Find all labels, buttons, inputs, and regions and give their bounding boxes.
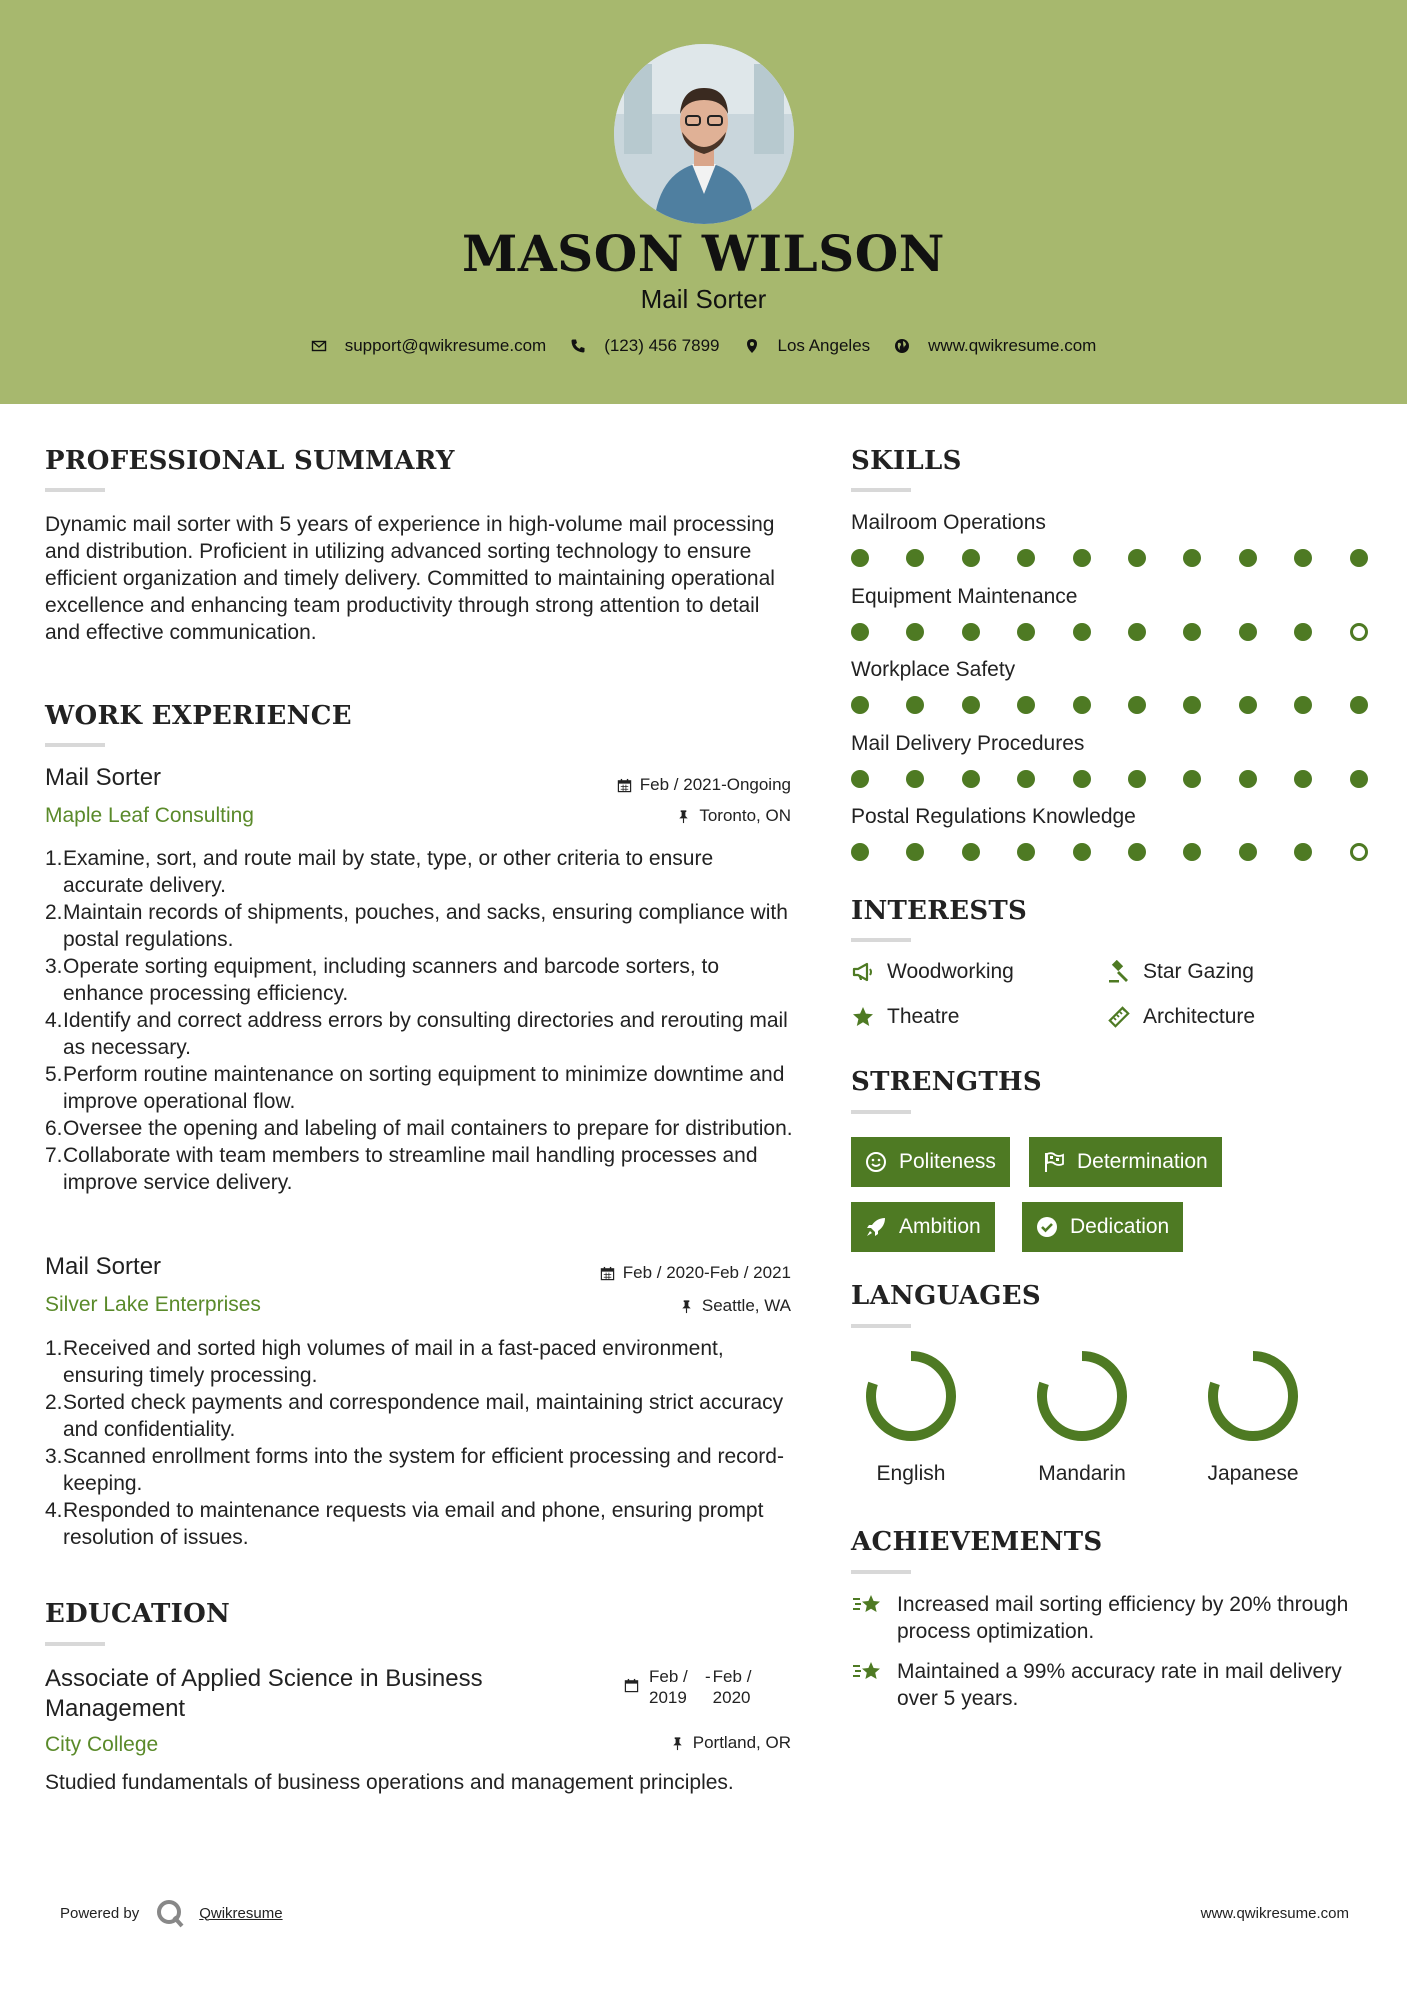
skill-dot-filled: [1128, 549, 1146, 567]
strengths-rule: [851, 1110, 911, 1114]
skill-dot-filled: [1073, 623, 1091, 641]
strength-badge: Ambition: [851, 1202, 995, 1252]
qwikresume-logo-icon: [155, 1898, 185, 1928]
contact-email[interactable]: support@qwikresume.com: [311, 336, 547, 356]
interest-item: Woodworking: [851, 960, 1014, 984]
skill-dot-filled: [962, 696, 980, 714]
summary-title: PROFESSIONAL SUMMARY: [45, 446, 455, 476]
skill-dot-filled: [1239, 623, 1257, 641]
calendar-icon: [600, 1266, 615, 1281]
list-item: 6. Oversee the opening and labeling of mail containers to prepare for distribution.: [45, 1117, 793, 1140]
skill-label: Mail Delivery Procedures: [851, 731, 1085, 755]
skill-dot-filled: [1073, 770, 1091, 788]
calendar-icon: [617, 778, 632, 793]
star-icon: [851, 1005, 875, 1029]
achievement-item: Maintained a 99% accuracy rate in mail delivery over 5 years.: [851, 1658, 1351, 1712]
skill-label: Mailroom Operations: [851, 511, 1046, 534]
languages-title: LANGUAGES: [851, 1281, 1041, 1311]
job-date: Feb / 2020-Feb / 2021: [480, 1263, 791, 1283]
skill-rating: [851, 843, 1371, 863]
job-duties-list: [45, 845, 795, 1196]
education-title: EDUCATION: [45, 1599, 231, 1629]
education-location: Portland, OR: [480, 1733, 791, 1753]
skill-dot-filled: [1294, 696, 1312, 714]
skill-dot-filled: [1128, 623, 1146, 641]
skill-dot-filled: [851, 770, 869, 788]
language-item: [1193, 1348, 1313, 1486]
job-location: Seattle, WA: [480, 1296, 791, 1316]
list-item: 5. Perform routine maintenance on sorting equipment to minimize downtime and improve operational flow.: [45, 1063, 785, 1113]
education-dates: Feb / 2019 - Feb / 2020: [624, 1666, 794, 1708]
skill-dot-filled: [851, 623, 869, 641]
skill-dot-empty: [1350, 623, 1368, 641]
check-circle-icon: [1036, 1216, 1058, 1238]
language-ring-arc: [871, 1356, 951, 1436]
contact-bar: [0, 336, 1407, 356]
skill-dot-filled: [851, 696, 869, 714]
list-item: 4. Identify and correct address errors by consulting directories and rerouting mail as necessary.: [45, 1009, 788, 1059]
skill-dot-filled: [1017, 549, 1035, 567]
skills-rule: [851, 488, 911, 492]
skill-dot-filled: [962, 843, 980, 861]
skill-dot-filled: [851, 843, 869, 861]
education-description: Studied fundamentals of business operations and management principles.: [45, 1771, 734, 1794]
skill-dot-filled: [1128, 696, 1146, 714]
job-company: Maple Leaf Consulting: [45, 804, 254, 827]
skill-rating: [851, 696, 1371, 716]
flag-icon: [1043, 1151, 1065, 1173]
list-item: 4. Responded to maintenance requests via email and phone, ensuring prompt resolution of issues.: [45, 1499, 764, 1549]
language-name: Mandarin: [1038, 1462, 1126, 1485]
skill-dot-filled: [1183, 770, 1201, 788]
education-rule: [45, 1642, 105, 1646]
job-location: Toronto, ON: [480, 806, 791, 826]
footer-powered-by: Powered by Qwikresume: [60, 1898, 283, 1928]
job-duties-list: [45, 1335, 795, 1551]
smile-icon: [865, 1151, 887, 1173]
skill-rating: [851, 549, 1371, 569]
language-item: [851, 1348, 971, 1486]
interest-item: Theatre: [851, 1005, 959, 1029]
resume-header: [0, 0, 1407, 404]
list-item: 2. Sorted check payments and correspondence mail, maintaining strict accuracy and confidentiality.: [45, 1391, 784, 1441]
language-ring: [1034, 1348, 1130, 1444]
contact-location: Los Angeles: [744, 336, 871, 356]
skill-dot-filled: [1294, 843, 1312, 861]
skill-dot-filled: [1073, 549, 1091, 567]
strengths-title: STRENGTHS: [851, 1067, 1042, 1097]
skill-dot-filled: [906, 843, 924, 861]
job-date: Feb / 2021-Ongoing: [480, 775, 791, 795]
skill-dot-filled: [1128, 770, 1146, 788]
skill-dot-filled: [1128, 843, 1146, 861]
skill-dot-filled: [1239, 696, 1257, 714]
footer-url[interactable]: www.qwikresume.com: [1200, 1905, 1349, 1922]
phone-icon: [570, 338, 586, 354]
languages-rule: [851, 1324, 911, 1328]
skill-dot-filled: [906, 623, 924, 641]
language-name: English: [876, 1462, 946, 1485]
summary-rule: [45, 488, 105, 492]
skill-dot-filled: [1073, 696, 1091, 714]
skill-label: Workplace Safety: [851, 658, 1016, 681]
skill-dot-filled: [1350, 696, 1368, 714]
brand-link[interactable]: Qwikresume: [199, 1904, 283, 1922]
skill-dot-filled: [1183, 843, 1201, 861]
achievement-item: Increased mail sorting efficiency by 20% through process optimization.: [851, 1591, 1351, 1645]
strength-badge: Dedication: [1022, 1202, 1183, 1252]
skill-dot-filled: [962, 770, 980, 788]
pushpin-icon: [670, 1736, 685, 1751]
interest-item: Star Gazing: [1107, 960, 1254, 984]
school-name: City College: [45, 1733, 159, 1756]
megaphone-icon: [851, 960, 875, 984]
candidate-name: MASON WILSON: [462, 224, 945, 283]
list-item: 3. Operate sorting equipment, including scanners and barcode sorters, to enhance processing efficiency.: [45, 955, 720, 1005]
language-ring-arc: [1213, 1356, 1293, 1436]
job-title: Mail Sorter: [45, 764, 162, 791]
degree-title: Associate of Applied Science in Business Management: [45, 1665, 483, 1722]
interests-title: INTERESTS: [851, 896, 1028, 926]
job-title: Mail Sorter: [45, 1253, 162, 1280]
pushpin-icon: [676, 809, 691, 824]
skill-dot-filled: [1183, 623, 1201, 641]
education-start: Feb / 2019: [649, 1667, 688, 1707]
skill-rating: [851, 623, 1371, 643]
skill-dot-filled: [906, 549, 924, 567]
skill-dot-filled: [1073, 843, 1091, 861]
summary-text: Dynamic mail sorter with 5 years of experience in high-volume mail processing and distribution. Proficient in utilizing advanced sorting technology to ensure efficient organization and timely delivery. Committed to maintaining operational excellence and enhancing team productivity through strong attention to detail and effective communication.: [45, 513, 775, 644]
skill-dot-filled: [1017, 623, 1035, 641]
gavel-icon: [1107, 960, 1131, 984]
skill-label: Postal Regulations Knowledge: [851, 805, 1136, 828]
globe-icon: [894, 338, 910, 354]
achievements-rule: [851, 1570, 911, 1574]
trophy-star-icon: [851, 1658, 885, 1688]
skill-dot-filled: [1350, 549, 1368, 567]
skill-dot-filled: [1239, 843, 1257, 861]
skill-dot-filled: [1350, 770, 1368, 788]
experience-rule: [45, 743, 105, 747]
skill-dot-filled: [962, 549, 980, 567]
rocket-icon: [865, 1216, 887, 1238]
candidate-role: Mail Sorter: [640, 284, 767, 314]
skill-dot-filled: [1183, 549, 1201, 567]
skill-dot-filled: [1017, 770, 1035, 788]
skill-dot-filled: [906, 696, 924, 714]
language-item: [1022, 1348, 1142, 1486]
education-end: Feb / 2020: [712, 1667, 752, 1707]
skill-rating: [851, 770, 1371, 790]
calendar-icon: [624, 1678, 639, 1693]
pushpin-icon: [679, 1299, 694, 1314]
list-item: 1. Examine, sort, and route mail by state, type, or other criteria to ensure accurate delivery.: [45, 847, 714, 897]
experience-title: WORK EXPERIENCE: [45, 701, 352, 731]
interests-rule: [851, 938, 911, 942]
skill-dot-filled: [906, 770, 924, 788]
language-ring-arc: [1042, 1356, 1122, 1436]
skill-dot-filled: [962, 623, 980, 641]
map-pin-icon: [744, 338, 760, 354]
skill-dot-empty: [1350, 843, 1368, 861]
skill-dot-filled: [1183, 696, 1201, 714]
contact-phone[interactable]: (123) 456 7899: [570, 336, 719, 356]
skill-dot-filled: [1017, 696, 1035, 714]
list-item: 1. Received and sorted high volumes of mail in a fast-paced environment, ensuring timely processing.: [45, 1337, 724, 1387]
ruler-icon: [1107, 1005, 1131, 1029]
strength-badge: Politeness: [851, 1137, 1010, 1187]
skill-dot-filled: [1294, 623, 1312, 641]
skill-dot-filled: [1294, 770, 1312, 788]
skill-dot-filled: [1017, 843, 1035, 861]
skill-dot-filled: [1239, 549, 1257, 567]
skills-title: SKILLS: [851, 446, 962, 476]
skill-dot-filled: [1294, 549, 1312, 567]
skill-label: Equipment Maintenance: [851, 584, 1078, 608]
job-company: Silver Lake Enterprises: [45, 1293, 261, 1316]
list-item: 3. Scanned enrollment forms into the system for efficient processing and record-keeping.: [45, 1445, 784, 1495]
interest-item: Architecture: [1107, 1005, 1255, 1029]
achievements-title: ACHIEVEMENTS: [851, 1527, 1103, 1557]
list-item: 2. Maintain records of shipments, pouches, and sacks, ensuring compliance with postal regulations.: [45, 901, 788, 951]
contact-website[interactable]: www.qwikresume.com: [894, 336, 1096, 356]
language-ring: [1205, 1348, 1301, 1444]
language-name: Japanese: [1207, 1462, 1299, 1485]
language-ring: [863, 1348, 959, 1444]
skill-dot-filled: [851, 549, 869, 567]
skill-dot-filled: [1239, 770, 1257, 788]
list-item: 7. Collaborate with team members to streamline mail handling processes and improve service delivery.: [45, 1144, 758, 1194]
profile-photo: [614, 44, 794, 224]
strength-badge: Determination: [1029, 1137, 1222, 1187]
trophy-star-icon: [851, 1591, 885, 1621]
envelope-icon: [311, 338, 327, 354]
